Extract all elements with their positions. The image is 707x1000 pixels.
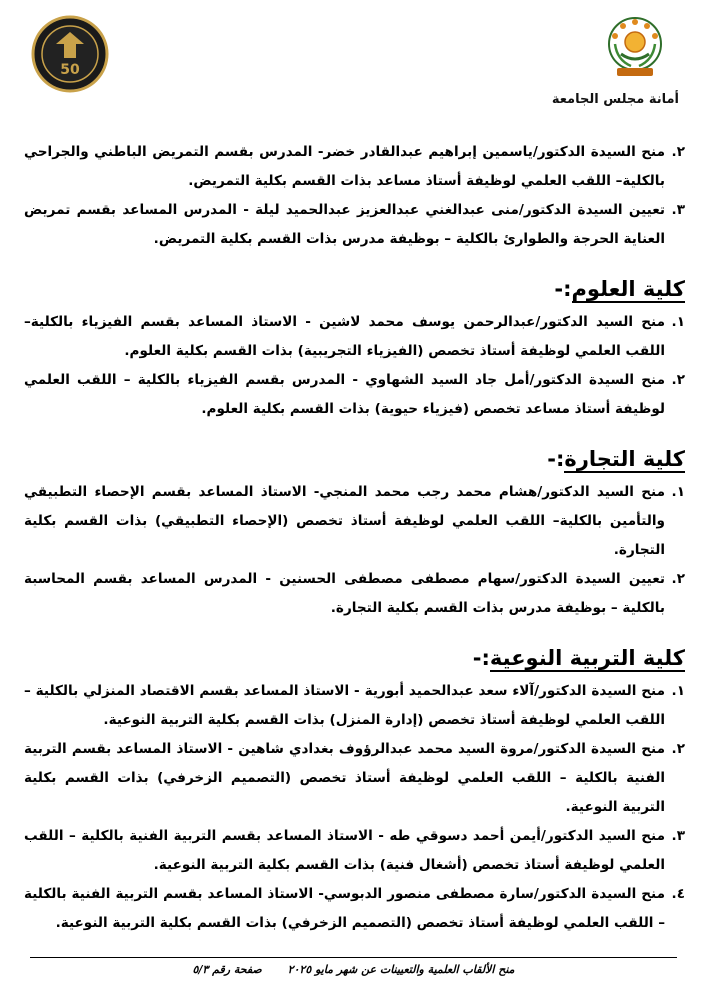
list-item	[24, 138, 685, 196]
secretariat-label: أمانة مجلس الجامعة	[551, 92, 679, 107]
list-item	[24, 822, 685, 880]
list-item	[24, 366, 685, 424]
item-number: ٢.	[671, 571, 685, 587]
list-item	[24, 565, 685, 623]
item-number: ٣.	[671, 202, 685, 218]
list-item	[24, 196, 685, 254]
footer-divider	[30, 957, 677, 958]
section-title-suffix: :-	[547, 447, 565, 471]
document-body	[24, 138, 685, 938]
list-item	[24, 308, 685, 366]
item-number: ١.	[671, 683, 685, 699]
section-title-suffix: :-	[554, 277, 572, 301]
item-text: منح السيد الدكتور/أيمن أحمد دسوقي طه - الاستاذ المساعد بقسم التربية الفنية بالكلية – اللقب العلمي لوظيفة أستاذ تخصص (أشغال فنية) بذات القسم بكلية التربية النوعية.	[24, 828, 665, 873]
sections-container	[24, 274, 685, 938]
footer-title: منح الألقاب العلمية والتعيينات عن شهر مايو ٢٠٢٥	[287, 963, 515, 976]
faculty-section	[24, 444, 685, 623]
item-text: منح السيد الدكتور/هشام محمد رجب محمد المنجي- الاستاذ المساعد بقسم الإحصاء التطبيقي والتأمين بالكلية– اللقب العلمي لوظيفة أستاذ تخصص (الإحصاء التطبيقي) بذات القسم بكلية التجارة.	[24, 484, 665, 558]
section-title	[554, 274, 685, 304]
faculty-section	[24, 274, 685, 424]
item-text: منح السيدة الدكتور/مروة السيد محمد عبدالرؤوف بغدادي شاهين - الاستاذ المساعد بقسم التربية الفنية بالكلية – اللقب العلمي لوظيفة أستاذ تخصص (التصميم الزخرفي) بذات القسم بكلية التربية النوعية.	[24, 741, 665, 815]
jubilee-logo-icon	[30, 14, 110, 94]
item-number: ١.	[671, 314, 685, 330]
list-item	[24, 677, 685, 735]
list-item	[24, 735, 685, 822]
faculty-section	[24, 643, 685, 938]
section-title-text: كلية التجارة	[564, 447, 685, 471]
page-footer	[0, 963, 707, 976]
item-number: ٢.	[671, 741, 685, 757]
list-item	[24, 478, 685, 565]
item-number: ٢.	[671, 372, 685, 388]
section-title	[473, 643, 685, 673]
section-title	[547, 444, 685, 474]
section-title-text: كلية التربية النوعية	[489, 646, 685, 670]
intro-list	[24, 138, 685, 254]
item-text: تعيين السيدة الدكتور/سهام مصطفى مصطفى الحسنين - المدرس المساعد بقسم المحاسبة بالكلية – بوظيفة مدرس بذات القسم بكلية التجارة.	[24, 571, 665, 616]
item-text: منح السيد الدكتور/عبدالرحمن يوسف محمد لاشين - الاستاذ المساعد بقسم الفيزياء بالكلية– اللقب العلمي لوظيفة أستاذ تخصص (الفيزياء التجريبية) بذات القسم بكلية العلوم.	[24, 314, 665, 359]
item-number: ٢.	[671, 144, 685, 160]
item-text: منح السيدة الدكتور/أمل جاد السيد الشهاوي - المدرس بقسم الفيزياء بالكلية – اللقب العلمي لوظيفة أستاذ مساعد تخصص (فيزياء حيوية) بذات القسم بكلية العلوم.	[24, 372, 665, 417]
item-number: ٤.	[671, 886, 685, 902]
item-text: منح السيدة الدكتور/سارة مصطفى منصور الدبوسي- الاستاذ المساعد بقسم التربية الفنية بالكلية – اللقب العلمي لوظيفة أستاذ تخصص (التصميم الزخرفي) بذات القسم بكلية التربية النوعية.	[24, 886, 665, 931]
section-title-text: كلية العلوم	[571, 277, 685, 301]
jubilee-number: 50	[60, 62, 80, 78]
page-number: صفحة رقم ٥/٣	[192, 963, 262, 976]
item-number: ٣.	[671, 828, 685, 844]
item-text: منح السيدة الدكتور/ياسمين إبراهيم عبدالقادر خضر- المدرس بقسم التمريض الباطني والجراحي بالكلية– اللقب العلمي لوظيفة أستاذ مساعد بذات القسم بكلية التمريض.	[24, 144, 665, 189]
item-number: ١.	[671, 484, 685, 500]
section-title-suffix: :-	[472, 646, 490, 670]
item-text: تعيين السيدة الدكتور/منى عبدالغني عبدالعزيز عبدالحميد ليلة - المدرس المساعد بقسم تمريض العناية الحرجة والطوارئ بالكلية – بوظيفة مدرس بذات القسم بكلية التمريض.	[24, 202, 665, 247]
university-logo-icon	[601, 14, 669, 82]
list-item	[24, 880, 685, 938]
item-text: منح السيدة الدكتور/آلاء سعد عبدالحميد أبورية - الاستاذ المساعد بقسم الاقتصاد المنزلي بالكلية – اللقب العلمي لوظيفة أستاذ تخصص (إدارة المنزل) بذات القسم بكلية التربية النوعية.	[24, 683, 665, 728]
